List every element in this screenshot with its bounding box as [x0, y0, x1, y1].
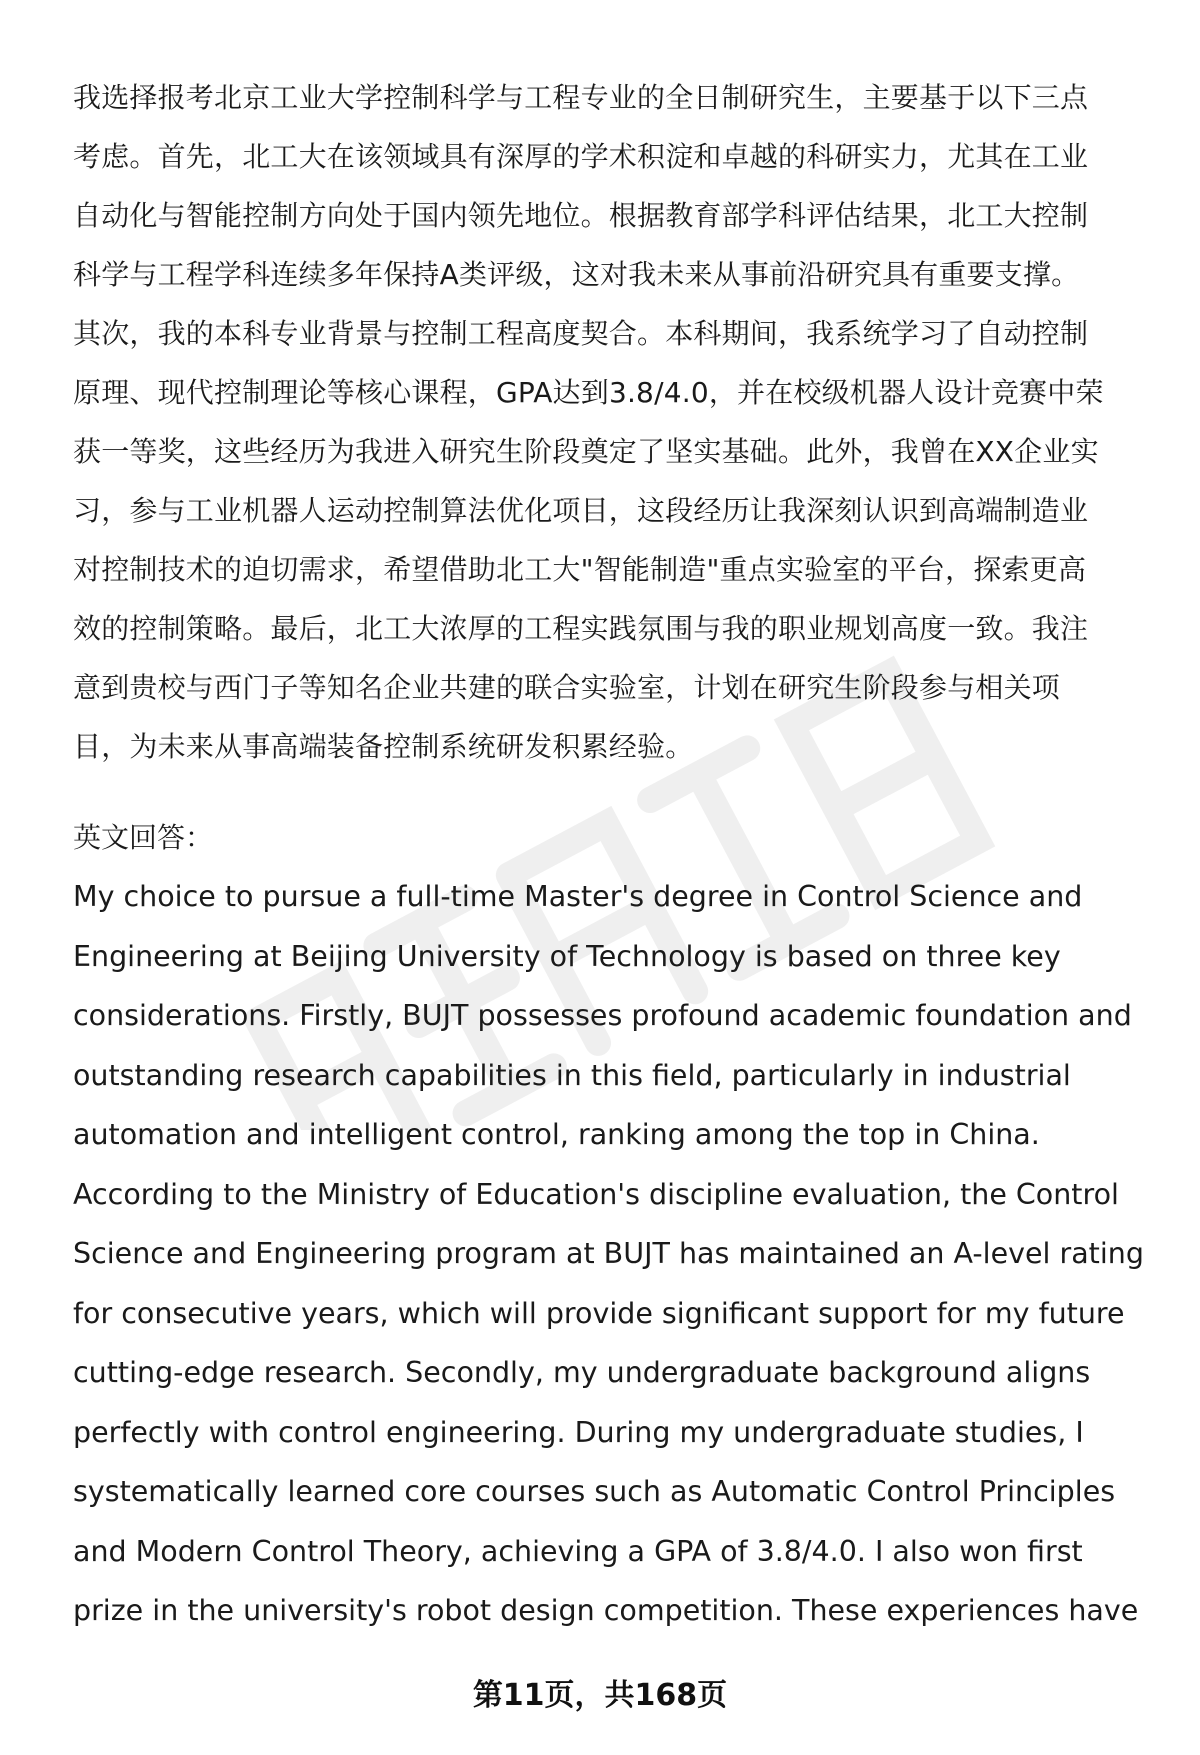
- text-line: 对控制技术的迫切需求，希望借助北工大"智能制造"重点实验室的平台，探索更高: [73, 553, 1087, 586]
- text-line: According to the Ministry of Education's discipline evaluation, the Control: [73, 1177, 1119, 1211]
- text-line: 科学与工程学科连续多年保持A类评级，这对我未来从事前沿研究具有重要支撑。: [73, 258, 1080, 291]
- text-line: systematically learned core courses such as Automatic Control Principles: [73, 1475, 1116, 1508]
- text-line: 目，为未来从事高端装备控制系统研发积累经验。: [73, 730, 694, 763]
- text-line: automation and intelligent control, ranking among the top in China.: [73, 1118, 1040, 1151]
- chinese-answer: [73, 68, 1163, 776]
- text-line: 自动化与智能控制方向处于国内领先地位。根据教育部学科评估结果，北工大控制: [73, 199, 1089, 232]
- text-line: 原理、现代控制理论等核心课程，GPA达到3.8/4.0，并在校级机器人设计竞赛中荣: [73, 376, 1104, 409]
- text-line: outstanding research capabilities in this field, particularly in industrial: [73, 1058, 1071, 1092]
- text-line: 其次，我的本科专业背景与控制工程高度契合。本科期间，我系统学习了自动控制: [73, 317, 1089, 350]
- text-line: 获一等奖，这些经历为我进入研究生阶段奠定了坚实基础。此外，我曾在XX企业实: [73, 435, 1099, 468]
- text-line: My choice to pursue a full-time Master's degree in Control Science and: [73, 880, 1083, 913]
- english-answer: [73, 867, 1163, 1641]
- text-line: prize in the university's robot design competition. These experiences have: [73, 1594, 1139, 1627]
- text-line: considerations. Firstly, BUJT possesses profound academic foundation and: [73, 999, 1132, 1032]
- text-line: 考虑。首先，北工大在该领域具有深厚的学术积淀和卓越的科研实力，尤其在工业: [73, 140, 1089, 173]
- text-line: Engineering at Beijing University of Technology is based on three key: [73, 939, 1061, 973]
- text-line: and Modern Control Theory, achieving a GPA of 3.8/4.0. I also won first: [73, 1534, 1083, 1568]
- text-line: 效的控制策略。最后，北工大浓厚的工程实践氛围与我的职业规划高度一致。我注: [73, 612, 1089, 645]
- text-line: Science and Engineering program at BUJT has maintained an A-level rating: [73, 1237, 1144, 1270]
- text-line: for consecutive years, which will provide significant support for my future: [73, 1296, 1125, 1330]
- document-body: [73, 68, 1163, 1641]
- text-line: 我选择报考北京工业大学控制科学与工程专业的全日制研究生，主要基于以下三点: [73, 81, 1089, 114]
- page-number: 第11页，共168页: [472, 1678, 728, 1713]
- english-answer-heading: 英文回答：: [73, 821, 214, 854]
- text-line: perfectly with control engineering. During my undergraduate studies, I: [73, 1415, 1084, 1449]
- text-line: 意到贵校与西门子等知名企业共建的联合实验室，计划在研究生阶段参与相关项: [73, 671, 1061, 704]
- text-line: 习，参与工业机器人运动控制算法优化项目，这段经历让我深刻认识到高端制造业: [73, 494, 1089, 527]
- text-line: cutting-edge research. Secondly, my undergraduate background aligns: [73, 1356, 1091, 1389]
